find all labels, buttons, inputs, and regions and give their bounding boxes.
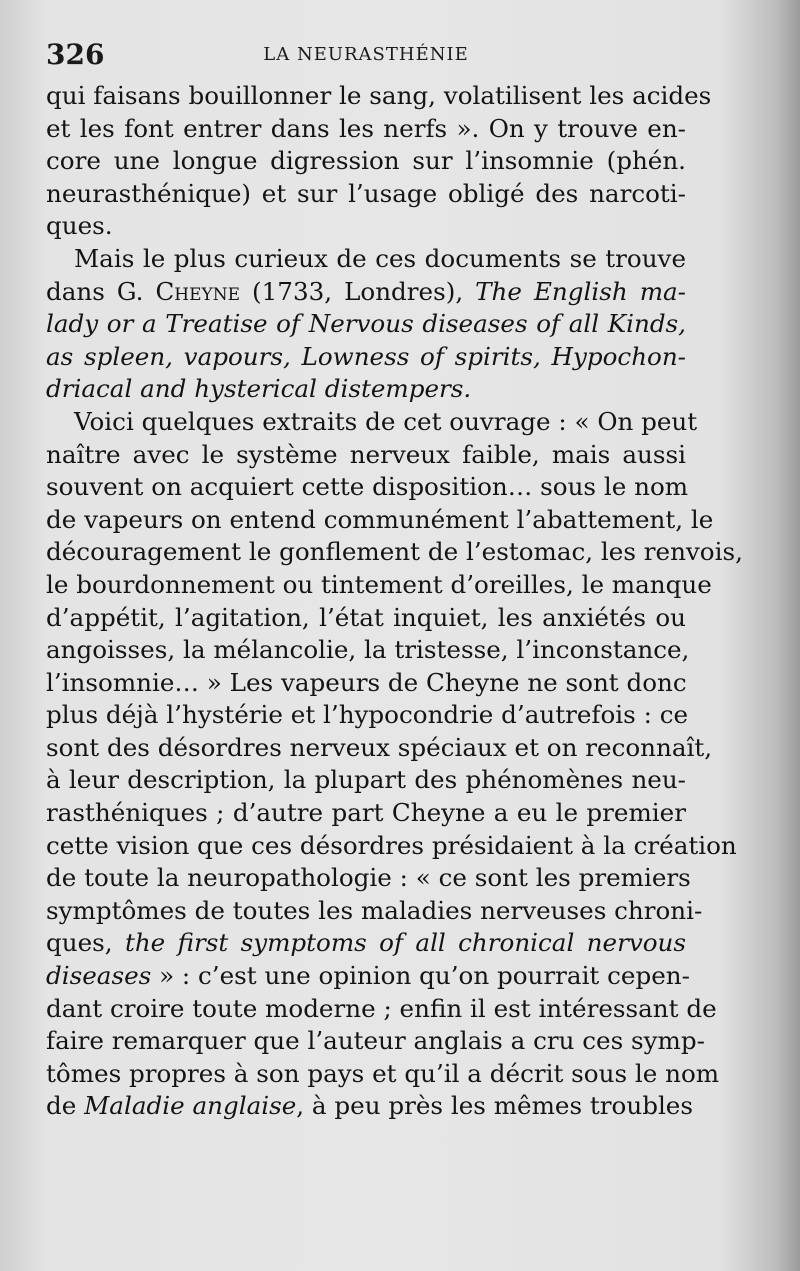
text-line bbox=[46, 1090, 693, 1123]
text-span: » : c’est une opinion qu’on pourrait cepen- bbox=[151, 961, 690, 991]
text-line bbox=[46, 341, 686, 374]
body-text bbox=[46, 80, 743, 1123]
text-line: qui faisans bouillonner le sang, volatilisent les acides bbox=[46, 81, 712, 110]
italic-quote: the first symptoms of all chronical nervous bbox=[124, 928, 686, 958]
text-line: Mais le plus curieux de ces documents se trouve bbox=[74, 243, 686, 273]
text-line: dant croire toute moderne ; enfin il est intéressant de bbox=[46, 993, 717, 1023]
text-line: à leur description, la plupart des phénomènes neu- bbox=[46, 765, 686, 795]
text-line: l’insomnie… » Les vapeurs de Cheyne ne sont donc bbox=[46, 667, 687, 697]
text-line: découragement le gonflement de l’estomac, les renvois, bbox=[46, 537, 743, 567]
text-line bbox=[46, 960, 690, 993]
italic-title: lady or a Treatise of Nervous diseases of all Kinds, bbox=[46, 309, 686, 339]
text-line: faire remarquer que l’auteur anglais a cru ces symp- bbox=[46, 1026, 705, 1056]
italic-title: The English ma- bbox=[475, 276, 686, 306]
text-line: tômes propres à son pays et qu’il a décrit sous le nom bbox=[46, 1058, 720, 1088]
page-header bbox=[46, 38, 686, 72]
text-span: dans G. bbox=[46, 276, 156, 306]
text-span: , à peu près les mêmes troubles bbox=[296, 1091, 693, 1121]
page-number: 326 bbox=[46, 38, 105, 71]
text-line: angoisses, la mélancolie, la tristesse, l’inconstance, bbox=[46, 635, 690, 665]
text-line bbox=[46, 373, 686, 406]
text-line: ques. bbox=[46, 211, 113, 241]
text-line: core une longue digression sur l’insomnie (phén. bbox=[46, 146, 686, 176]
text-span: de bbox=[46, 1091, 85, 1121]
italic-title: as spleen, vapours, Lowness of spirits, Hypochon- bbox=[46, 341, 686, 371]
text-line: d’appétit, l’agitation, l’état inquiet, les anxiétés ou bbox=[46, 602, 686, 632]
text-line: de vapeurs on entend communément l’abattement, le bbox=[46, 504, 714, 534]
text-span: ques, bbox=[46, 928, 125, 958]
author-name: Cheyne bbox=[155, 276, 241, 306]
text-line: cette vision que ces désordres présidaient à la création bbox=[46, 830, 737, 860]
text-line: symptômes de toutes les maladies nerveuses chroni- bbox=[46, 895, 703, 925]
italic-title: driacal and hysterical distempers. bbox=[46, 374, 472, 404]
text-line bbox=[46, 308, 686, 341]
running-title: LA NEURASTHÉNIE bbox=[263, 44, 469, 65]
text-line: souvent on acquiert cette disposition… sous le nom bbox=[46, 472, 689, 502]
italic-quote: diseases bbox=[46, 961, 152, 991]
text-line: neurasthénique) et sur l’usage obligé des narcoti- bbox=[46, 178, 686, 208]
italic-term: Maladie anglaise bbox=[84, 1091, 297, 1121]
text-line: plus déjà l’hystérie et l’hypocondrie d’autrefois : ce bbox=[46, 700, 689, 730]
text-line: le bourdonnement ou tintement d’oreilles, le manque bbox=[46, 569, 712, 599]
text-line: Voici quelques extraits de cet ouvrage : « On peut bbox=[74, 406, 698, 436]
text-line: sont des désordres nerveux spéciaux et on reconnaît, bbox=[46, 732, 713, 762]
text-line bbox=[46, 276, 686, 309]
text-line: de toute la neuropathologie : « ce sont les premiers bbox=[46, 863, 691, 893]
text-line bbox=[46, 927, 686, 960]
text-line: rasthéniques ; d’autre part Cheyne a eu le premier bbox=[46, 798, 686, 828]
text-line: et les font entrer dans les nerfs ». On y trouve en- bbox=[46, 113, 686, 143]
text-line: naître avec le système nerveux faible, mais aussi bbox=[46, 439, 686, 469]
text-span: (1733, Londres), bbox=[240, 276, 476, 306]
